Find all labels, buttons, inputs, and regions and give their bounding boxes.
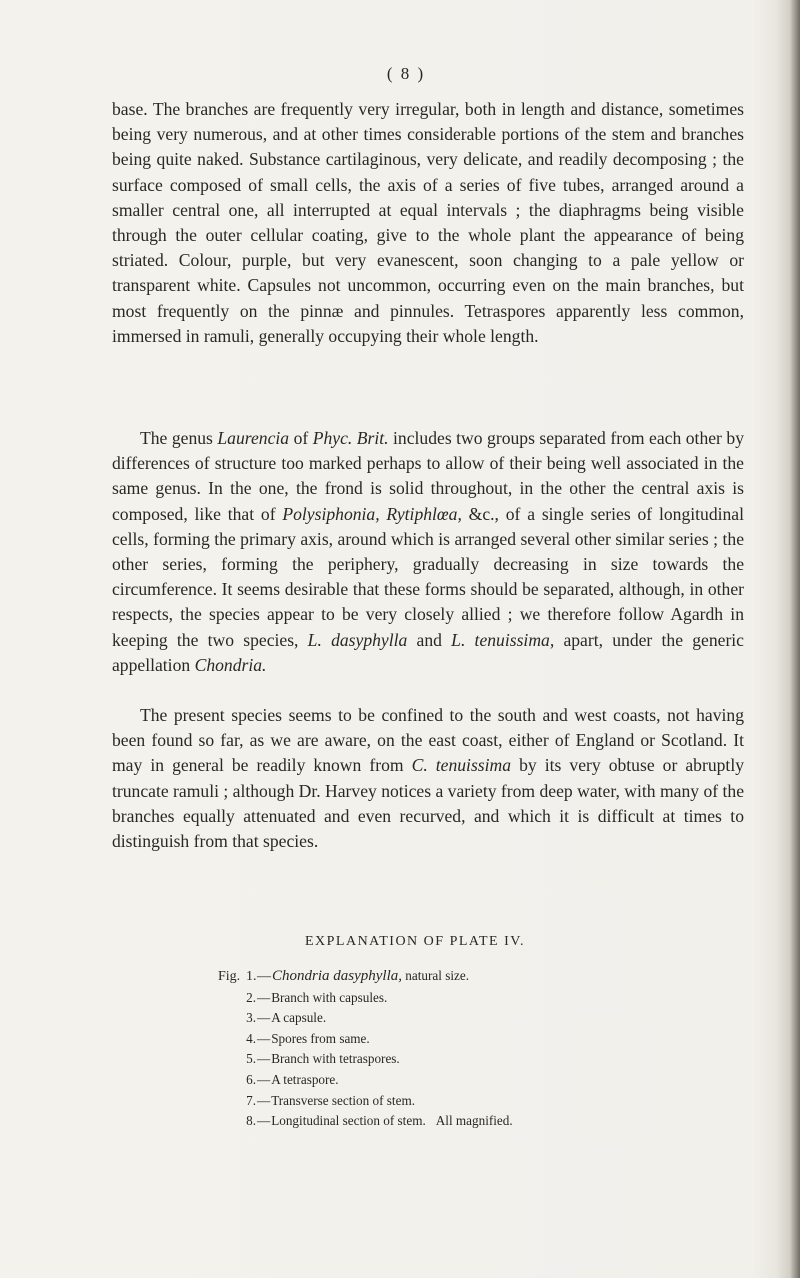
italic-run: L. dasyphylla [307, 629, 408, 650]
page-edge-shadow [790, 0, 800, 1278]
plate-item: 7.—Transverse section of stem. [246, 1091, 513, 1112]
fig-number: 5. [246, 1051, 256, 1067]
text-run: The present species seems to be confined to the south and west coasts, not having been found so far, as we are aware, on the east coast, either of England or Scotland. It may in general be readily known from [112, 705, 744, 776]
italic-run: Phyc. Brit. [312, 428, 389, 448]
page-number: ( 8 ) [386, 64, 426, 83]
fig-number: 6. [246, 1071, 256, 1087]
italic-run: C. tenuissima [411, 755, 512, 776]
italic-run: Laurencia [217, 428, 290, 448]
plate-item: 5.—Branch with tetraspores. [246, 1049, 513, 1070]
paragraph-distribution [112, 703, 744, 854]
fig-number: 2. [246, 989, 256, 1005]
plate-heading: EXPLANATION OF PLATE IV. [304, 934, 526, 949]
species-name: Chondria dasyphylla, [272, 968, 402, 984]
plate-item: Fig. 1.—Chondria dasyphylla, natural size. [246, 966, 513, 988]
fig-description: Spores from same. [271, 1030, 370, 1046]
fig-description: Branch with capsules. [271, 989, 388, 1005]
plate-explanation-list [218, 966, 513, 1132]
plate-item: 6.—A tetraspore. [246, 1070, 513, 1091]
paragraph-description: base. The branches are frequently very irregular, both in length and distance, sometimes being very numerous, and at other times considerable portions of the stem and branches being quite naked. Substance cartilaginous, very delicate, and readily decomposing ; the surface composed of small cells, the axis of a series of five tubes, arranged around a smaller central one, all interrupted at equal intervals ; the diaphragms being visible through the outer cellular coating, give to the whole plant the appearance of being striated. Colour, purple, but very evanescent, soon changing to a pale yellow or transparent white. Capsules not uncommon, occurring even on the main branches, but most frequently on the pinnæ and pinnules. Tetraspores apparently less common, immersed in ramuli, generally occupying their whole length. [112, 99, 744, 346]
fig-label: Fig. [218, 969, 241, 984]
fig-description: A tetraspore. [271, 1071, 339, 1087]
text-run: &c., of a single series of longitudinal cells, forming the primary axis, around which is arranged several other similar series ; the other series, forming the periphery, gradually decreasing in size towards the circumference. It seems desirable that these forms should be separated, although, in other respects, the species appear to be very closely allied ; we therefore follow Agardh in keeping the two species, [112, 503, 745, 650]
italic-run: Polysiphonia, Rytiphlœa, [282, 503, 462, 524]
fig-number: 4. [246, 1030, 256, 1046]
plate-item: 8.—Longitudinal section of stem. All magnified. [246, 1111, 513, 1132]
text-run: apart, under the generic appellation [112, 629, 744, 675]
paragraph-genus-laurencia [112, 426, 744, 678]
italic-run: Chondria. [194, 654, 267, 675]
plate-item: 4.—Spores from same. [246, 1029, 513, 1050]
magnification-note: All magnified. [435, 1113, 513, 1129]
fig-description: Longitudinal section of stem. [271, 1113, 426, 1129]
text-run: The genus [140, 428, 218, 448]
text-run: includes two groups separated from each other by differences of structure too marked perhaps to allow of their being well associated in the same genus. In the one, the frond is solid throughout, in the other the central axis is composed, like that of [112, 428, 744, 524]
fig-number: 8. [246, 1113, 256, 1129]
text-run: and [407, 629, 452, 650]
fig-number: 1. [246, 969, 257, 984]
fig-description: natural size. [402, 968, 470, 983]
fig-description: Transverse section of stem. [271, 1092, 416, 1108]
plate-item: 2.—Branch with capsules. [246, 988, 513, 1009]
fig-description: A capsule. [271, 1010, 327, 1026]
fig-number: 7. [246, 1092, 256, 1108]
fig-description: Branch with tetraspores. [271, 1051, 400, 1067]
fig-number: 3. [246, 1010, 256, 1026]
text-run: by its very obtuse or abruptly truncate ramuli ; although Dr. Harvey notices a variety from deep water, with many of the branches equally attenuated and even recurved, and which it is difficult at times to distinguish from that species. [112, 755, 745, 852]
text-run: of [289, 428, 313, 448]
plate-item: 3.—A capsule. [246, 1008, 513, 1029]
italic-run: L. tenuissima, [451, 629, 555, 650]
